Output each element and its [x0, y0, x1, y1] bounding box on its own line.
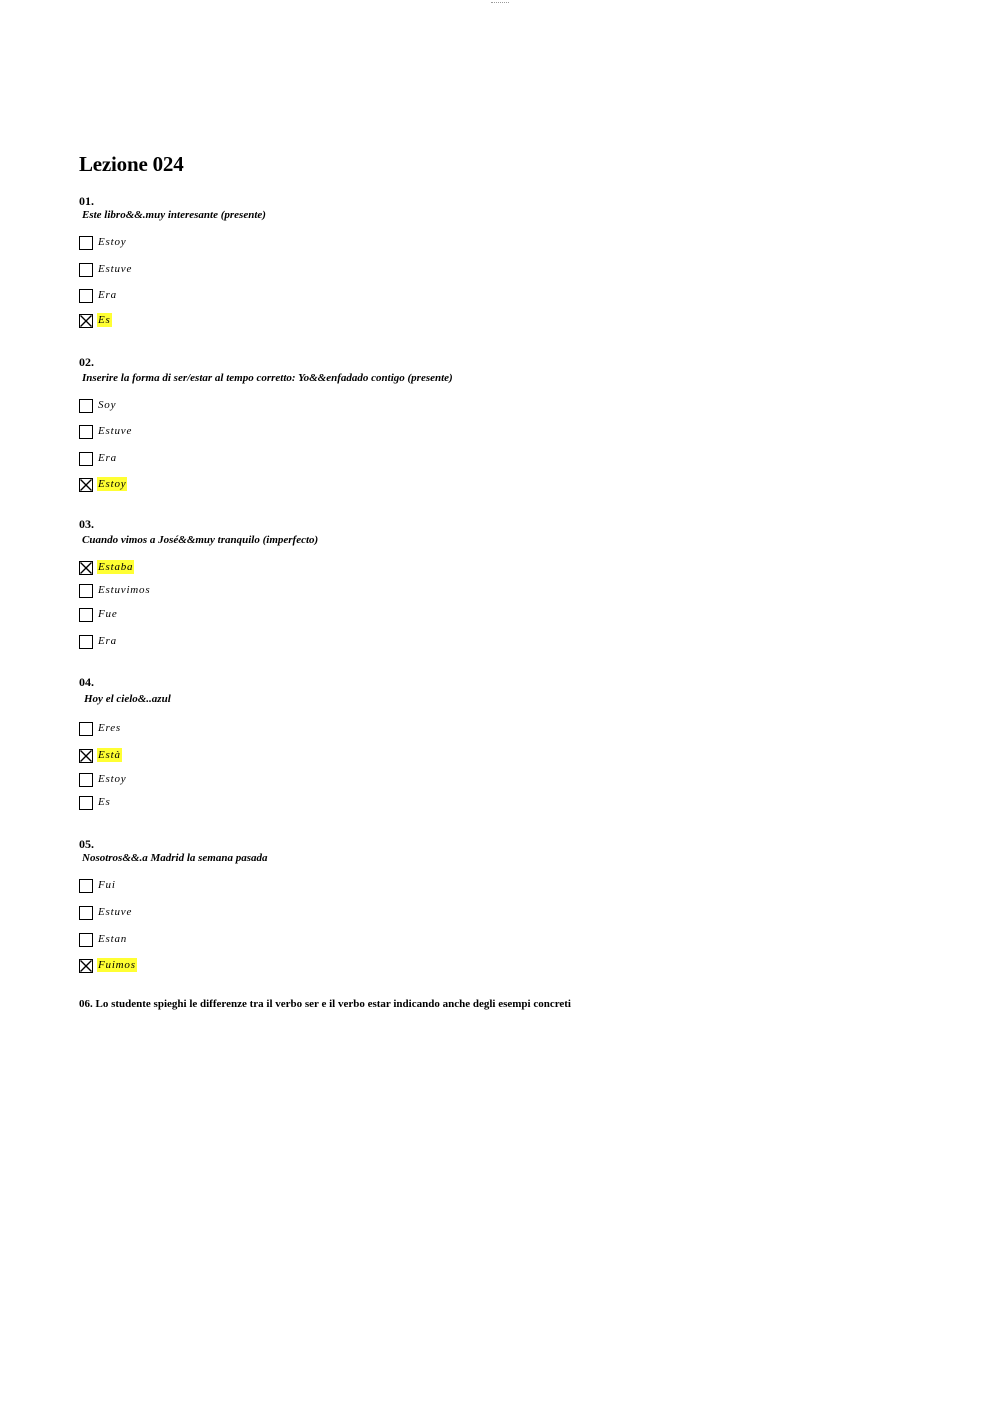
checkbox-unchecked[interactable] — [79, 773, 93, 787]
option-label: Es — [98, 796, 111, 808]
open-question: 06. Lo studente spieghi le differenze tra il verbo ser e il verbo estar indicando anche degli esempi concreti — [79, 998, 571, 1010]
option-label: Estuvimos — [98, 584, 151, 596]
checkbox-unchecked[interactable] — [79, 584, 93, 598]
option-label: Estan — [98, 933, 128, 945]
option-label: Era — [98, 289, 117, 301]
checkbox-unchecked[interactable] — [79, 906, 93, 920]
checkbox-checked[interactable] — [79, 478, 93, 492]
option-label: Estuve — [98, 906, 133, 918]
question-number: 04. — [79, 675, 94, 689]
question-text: Cuando vimos a José&&muy tranquilo (imperfecto) — [82, 534, 319, 546]
option-label: Es — [98, 314, 111, 326]
checkbox-unchecked[interactable] — [79, 608, 93, 622]
option-label: Està — [98, 749, 121, 761]
checkbox-unchecked[interactable] — [79, 399, 93, 413]
checkbox-unchecked[interactable] — [79, 289, 93, 303]
option-label: Estaba — [98, 561, 134, 573]
option-label: Estuve — [98, 263, 133, 275]
option-label: Estoy — [98, 478, 127, 490]
checkbox-checked[interactable] — [79, 959, 93, 973]
question-text: Este libro&&.muy interesante (presente) — [82, 209, 266, 221]
question-text: Inserire la forma di ser/estar al tempo corretto: Yo&&enfadado contigo (presente) — [82, 372, 453, 384]
checkbox-unchecked[interactable] — [79, 933, 93, 947]
checkbox-unchecked[interactable] — [79, 236, 93, 250]
checkbox-unchecked[interactable] — [79, 452, 93, 466]
option-label: Fuimos — [98, 959, 136, 971]
option-label: Eres — [98, 722, 121, 734]
checkbox-unchecked[interactable] — [79, 796, 93, 810]
option-label: Era — [98, 452, 117, 464]
question-text: Hoy el cielo&..azul — [84, 693, 171, 705]
question-text: Nosotros&&.a Madrid la semana pasada — [82, 852, 268, 864]
question-number: 01. — [79, 194, 94, 208]
header-mark — [491, 0, 509, 3]
question-number: 05. — [79, 837, 94, 851]
question-number: 02. — [79, 355, 94, 369]
option-label: Estoy — [98, 773, 127, 785]
option-label: Estuve — [98, 425, 133, 437]
checkbox-checked[interactable] — [79, 314, 93, 328]
checkbox-unchecked[interactable] — [79, 879, 93, 893]
page-title: Lezione 024 — [79, 152, 184, 176]
question-number: 03. — [79, 517, 94, 531]
checkbox-unchecked[interactable] — [79, 722, 93, 736]
checkbox-checked[interactable] — [79, 561, 93, 575]
option-label: Estoy — [98, 236, 127, 248]
checkbox-unchecked[interactable] — [79, 635, 93, 649]
option-label: Fui — [98, 879, 116, 891]
checkbox-checked[interactable] — [79, 749, 93, 763]
option-label: Era — [98, 635, 117, 647]
checkbox-unchecked[interactable] — [79, 425, 93, 439]
checkbox-unchecked[interactable] — [79, 263, 93, 277]
option-label: Fue — [98, 608, 118, 620]
option-label: Soy — [98, 399, 117, 411]
